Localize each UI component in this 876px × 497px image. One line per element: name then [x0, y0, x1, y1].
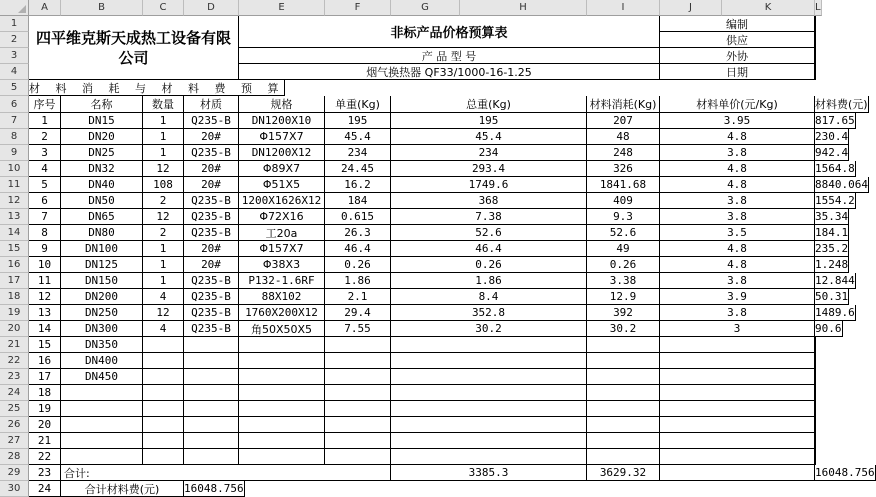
- table-cell-price[interactable]: 3.8: [660, 305, 815, 321]
- table-cell-spec[interactable]: Φ51X5: [239, 177, 325, 193]
- table-cell-mat[interactable]: 20#: [184, 129, 239, 145]
- row-header[interactable]: 13: [0, 209, 29, 225]
- table-cell-cons[interactable]: 392: [587, 305, 660, 321]
- table-cell-mat[interactable]: Q235-B: [184, 273, 239, 289]
- table-cell-tw[interactable]: [391, 337, 587, 353]
- table-cell-cons[interactable]: 326: [587, 161, 660, 177]
- table-cell-qty[interactable]: 12: [143, 209, 184, 225]
- table-cell-tw[interactable]: 1749.6: [391, 177, 587, 193]
- row-header[interactable]: 21: [0, 337, 29, 353]
- table-cell-name[interactable]: DN150: [61, 273, 143, 289]
- table-cell-spec[interactable]: 1200X1626X12: [239, 193, 325, 209]
- table-cell-cost[interactable]: 817.65: [815, 114, 855, 127]
- table-cell-name[interactable]: DN400: [61, 353, 143, 369]
- table-cell-name[interactable]: DN80: [61, 225, 143, 241]
- table-cell-cons[interactable]: [587, 417, 660, 433]
- column-header[interactable]: B: [61, 0, 143, 16]
- table-cell-mat[interactable]: Q235-B: [184, 289, 239, 305]
- table-cell-no[interactable]: 20: [29, 417, 61, 433]
- table-cell-qty[interactable]: 2: [143, 193, 184, 209]
- table-cell-mat[interactable]: [184, 385, 239, 401]
- table-cell-price[interactable]: 3.9: [660, 289, 815, 305]
- table-cell-tw[interactable]: 1.86: [391, 273, 587, 289]
- table-cell-price[interactable]: [660, 401, 815, 417]
- table-cell-name[interactable]: DN25: [61, 145, 143, 161]
- table-cell-cons[interactable]: 12.9: [587, 289, 660, 305]
- table-cell-spec[interactable]: 工20a: [239, 225, 325, 241]
- table-cell-spec[interactable]: 角50X50X5: [239, 321, 325, 337]
- row-header[interactable]: 2: [0, 32, 29, 48]
- table-cell-qty[interactable]: [143, 449, 184, 465]
- table-cell-no[interactable]: 19: [29, 401, 61, 417]
- table-cell-tw[interactable]: 293.4: [391, 161, 587, 177]
- row-header[interactable]: 12: [0, 193, 29, 209]
- total-row-number[interactable]: 23: [29, 465, 61, 481]
- table-cell-qty[interactable]: 1: [143, 129, 184, 145]
- table-cell-uw[interactable]: 46.4: [325, 241, 391, 257]
- table-cell-name[interactable]: DN300: [61, 321, 143, 337]
- table-cell-cons[interactable]: 409: [587, 193, 660, 209]
- table-cell-uw[interactable]: 234: [325, 145, 391, 161]
- table-cell-price[interactable]: 3.8: [660, 209, 815, 225]
- table-cell-tw[interactable]: 195: [391, 113, 587, 129]
- table-cell-uw[interactable]: 24.45: [325, 161, 391, 177]
- table-cell-spec[interactable]: [239, 353, 325, 369]
- table-cell-spec[interactable]: Φ38X3: [239, 257, 325, 273]
- table-cell-uw[interactable]: [325, 401, 391, 417]
- column-header[interactable]: A: [29, 0, 61, 16]
- table-cell-tw[interactable]: [391, 369, 587, 385]
- table-cell-cost[interactable]: 90.6: [815, 322, 842, 335]
- product-name[interactable]: 烟气换热器 QF33/1000-16-1.25: [239, 64, 660, 80]
- table-cell-uw[interactable]: 29.4: [325, 305, 391, 321]
- table-cell-name[interactable]: DN65: [61, 209, 143, 225]
- table-cell-no[interactable]: 17: [29, 369, 61, 385]
- table-cell-spec[interactable]: [239, 417, 325, 433]
- table-cell-mat[interactable]: [184, 449, 239, 465]
- table-cell-cons[interactable]: [587, 337, 660, 353]
- table-cell-no[interactable]: 7: [29, 209, 61, 225]
- side-value-cell[interactable]: [815, 48, 816, 64]
- table-cell-cost[interactable]: 1564.8: [815, 162, 855, 175]
- table-cell-no[interactable]: 21: [29, 433, 61, 449]
- table-cell-tw[interactable]: [391, 417, 587, 433]
- row-header[interactable]: 16: [0, 257, 29, 273]
- table-cell-cost[interactable]: [815, 369, 816, 385]
- table-cell-cost[interactable]: 235.2: [815, 242, 849, 255]
- row-header[interactable]: 24: [0, 385, 29, 401]
- total-label[interactable]: 合计:: [61, 465, 391, 481]
- column-header[interactable]: H: [460, 0, 587, 16]
- table-cell-cons[interactable]: 30.2: [587, 321, 660, 337]
- table-header[interactable]: 规格: [239, 96, 325, 113]
- table-cell-mat[interactable]: [184, 417, 239, 433]
- table-cell-spec[interactable]: Φ72X16: [239, 209, 325, 225]
- table-cell-tw[interactable]: 46.4: [391, 241, 587, 257]
- table-cell-mat[interactable]: [184, 353, 239, 369]
- table-cell-spec[interactable]: Φ157X7: [239, 241, 325, 257]
- row-header[interactable]: 28: [0, 449, 29, 465]
- table-cell-price[interactable]: 4.8: [660, 257, 815, 273]
- table-cell-tw[interactable]: 8.4: [391, 289, 587, 305]
- table-cell-cons[interactable]: 3.38: [587, 273, 660, 289]
- row-header[interactable]: 22: [0, 353, 29, 369]
- table-cell-name[interactable]: DN450: [61, 369, 143, 385]
- final-label[interactable]: 合计材料费(元): [61, 481, 184, 497]
- table-cell-tw[interactable]: 368: [391, 193, 587, 209]
- table-cell-price[interactable]: 3.5: [660, 225, 815, 241]
- table-cell-cost[interactable]: [815, 433, 816, 449]
- column-header[interactable]: J: [660, 0, 722, 16]
- table-cell-cons[interactable]: 52.6: [587, 225, 660, 241]
- table-cell-mat[interactable]: Q235-B: [184, 209, 239, 225]
- table-header[interactable]: 总重(Kg): [391, 96, 587, 113]
- table-cell-no[interactable]: 13: [29, 305, 61, 321]
- column-header[interactable]: E: [239, 0, 325, 16]
- table-cell-mat[interactable]: [184, 337, 239, 353]
- table-cell-price[interactable]: [660, 433, 815, 449]
- table-cell-mat[interactable]: Q235-B: [184, 145, 239, 161]
- column-header[interactable]: D: [184, 0, 239, 16]
- table-cell-name[interactable]: DN32: [61, 161, 143, 177]
- table-cell-spec[interactable]: [239, 369, 325, 385]
- table-cell-qty[interactable]: 1: [143, 273, 184, 289]
- table-cell-mat[interactable]: [184, 401, 239, 417]
- table-cell-tw[interactable]: 234: [391, 145, 587, 161]
- table-cell-price[interactable]: 4.8: [660, 241, 815, 257]
- table-cell-cons[interactable]: [587, 353, 660, 369]
- table-cell-name[interactable]: DN20: [61, 129, 143, 145]
- row-header[interactable]: 18: [0, 289, 29, 305]
- table-cell-no[interactable]: 2: [29, 129, 61, 145]
- table-cell-uw[interactable]: 1.86: [325, 273, 391, 289]
- row-header[interactable]: 3: [0, 48, 29, 64]
- table-cell-uw[interactable]: 7.55: [325, 321, 391, 337]
- table-cell-cost[interactable]: 1554.2: [815, 194, 855, 207]
- table-cell-cons[interactable]: 48: [587, 129, 660, 145]
- table-cell-mat[interactable]: Q235-B: [184, 193, 239, 209]
- row-header[interactable]: 11: [0, 177, 29, 193]
- table-cell-price[interactable]: 4.8: [660, 129, 815, 145]
- table-cell-cost[interactable]: [815, 449, 816, 465]
- table-cell-cost[interactable]: [815, 353, 816, 369]
- table-cell-qty[interactable]: [143, 417, 184, 433]
- table-cell-spec[interactable]: [239, 385, 325, 401]
- table-cell-cons[interactable]: 0.26: [587, 257, 660, 273]
- table-cell-name[interactable]: DN15: [61, 113, 143, 129]
- row-header[interactable]: 26: [0, 417, 29, 433]
- table-cell-uw[interactable]: [325, 385, 391, 401]
- row-header[interactable]: 19: [0, 305, 29, 321]
- side-value-cell[interactable]: [815, 16, 816, 32]
- table-cell-mat[interactable]: Q235-B: [184, 321, 239, 337]
- table-cell-name[interactable]: [61, 433, 143, 449]
- table-cell-mat[interactable]: 20#: [184, 241, 239, 257]
- side-label[interactable]: 供应: [660, 32, 815, 48]
- table-cell-cons[interactable]: [587, 385, 660, 401]
- column-header[interactable]: K: [722, 0, 815, 16]
- table-cell-no[interactable]: 11: [29, 273, 61, 289]
- total-consumption[interactable]: 3629.32: [587, 465, 660, 481]
- table-cell-no[interactable]: 18: [29, 385, 61, 401]
- table-header[interactable]: 数量: [143, 96, 184, 113]
- product-type-label[interactable]: 产 品 型 号: [239, 48, 660, 64]
- table-cell-spec[interactable]: [239, 433, 325, 449]
- table-cell-qty[interactable]: 1: [143, 145, 184, 161]
- table-cell-cost[interactable]: 1489.6: [815, 306, 855, 319]
- column-header[interactable]: F: [325, 0, 391, 16]
- table-cell-tw[interactable]: [391, 449, 587, 465]
- table-header[interactable]: 名称: [61, 96, 143, 113]
- table-cell-uw[interactable]: [325, 369, 391, 385]
- row-header[interactable]: 10: [0, 161, 29, 177]
- table-cell-price[interactable]: 3.8: [660, 145, 815, 161]
- table-cell-no[interactable]: 3: [29, 145, 61, 161]
- row-header[interactable]: 14: [0, 225, 29, 241]
- table-cell-mat[interactable]: [184, 433, 239, 449]
- table-cell-name[interactable]: DN200: [61, 289, 143, 305]
- column-header[interactable]: I: [587, 0, 660, 16]
- table-cell-cons[interactable]: [587, 369, 660, 385]
- table-cell-cost[interactable]: 230.4: [815, 130, 849, 143]
- table-cell-spec[interactable]: 88X102: [239, 289, 325, 305]
- row-header[interactable]: 29: [0, 465, 29, 481]
- table-cell-no[interactable]: 9: [29, 241, 61, 257]
- table-header[interactable]: 材料消耗(Kg): [587, 96, 660, 113]
- final-total-cost[interactable]: 16048.756: [184, 482, 244, 495]
- table-cell-uw[interactable]: [325, 417, 391, 433]
- table-cell-cons[interactable]: 9.3: [587, 209, 660, 225]
- table-cell-tw[interactable]: 0.26: [391, 257, 587, 273]
- table-cell-mat[interactable]: Q235-B: [184, 225, 239, 241]
- table-cell-cost[interactable]: 50.31: [815, 290, 849, 303]
- table-cell-name[interactable]: DN50: [61, 193, 143, 209]
- sheet-title[interactable]: 非标产品价格预算表: [239, 16, 660, 48]
- table-cell-no[interactable]: 15: [29, 337, 61, 353]
- table-cell-no[interactable]: 5: [29, 177, 61, 193]
- table-cell-name[interactable]: DN40: [61, 177, 143, 193]
- table-cell-no[interactable]: 1: [29, 113, 61, 129]
- table-cell-spec[interactable]: P132-1.6RF: [239, 273, 325, 289]
- table-cell-price[interactable]: 3.95: [660, 113, 815, 129]
- table-cell-qty[interactable]: 108: [143, 177, 184, 193]
- table-cell-price[interactable]: [660, 449, 815, 465]
- table-cell-mat[interactable]: 20#: [184, 257, 239, 273]
- row-header[interactable]: 27: [0, 433, 29, 449]
- table-cell-name[interactable]: DN350: [61, 337, 143, 353]
- table-cell-spec[interactable]: [239, 337, 325, 353]
- table-cell-qty[interactable]: 4: [143, 289, 184, 305]
- row-header[interactable]: 15: [0, 241, 29, 257]
- table-cell-spec[interactable]: Φ89X7: [239, 161, 325, 177]
- table-cell-tw[interactable]: [391, 385, 587, 401]
- row-header[interactable]: 25: [0, 401, 29, 417]
- table-cell-cost[interactable]: [815, 337, 816, 353]
- table-cell-cons[interactable]: [587, 433, 660, 449]
- side-value-cell[interactable]: [815, 64, 816, 80]
- table-cell-qty[interactable]: [143, 401, 184, 417]
- row-header[interactable]: 30: [0, 481, 29, 497]
- table-cell-qty[interactable]: 1: [143, 241, 184, 257]
- table-cell-no[interactable]: 16: [29, 353, 61, 369]
- side-label[interactable]: 编制: [660, 16, 815, 32]
- table-cell-price[interactable]: [660, 337, 815, 353]
- table-cell-qty[interactable]: 12: [143, 305, 184, 321]
- table-cell-uw[interactable]: 184: [325, 193, 391, 209]
- table-cell-no[interactable]: 8: [29, 225, 61, 241]
- table-cell-spec[interactable]: DN1200X10: [239, 113, 325, 129]
- table-cell-no[interactable]: 22: [29, 449, 61, 465]
- row-header[interactable]: 23: [0, 369, 29, 385]
- table-cell-cost[interactable]: [815, 385, 816, 401]
- table-cell-tw[interactable]: 30.2: [391, 321, 587, 337]
- table-cell-qty[interactable]: 1: [143, 257, 184, 273]
- table-cell-uw[interactable]: [325, 337, 391, 353]
- table-cell-name[interactable]: [61, 449, 143, 465]
- table-cell-tw[interactable]: 45.4: [391, 129, 587, 145]
- table-cell-mat[interactable]: [184, 369, 239, 385]
- table-header[interactable]: 材质: [184, 96, 239, 113]
- table-cell-price[interactable]: [660, 417, 815, 433]
- total-cost[interactable]: 16048.756: [815, 466, 875, 479]
- table-cell-price[interactable]: [660, 353, 815, 369]
- table-cell-qty[interactable]: [143, 337, 184, 353]
- table-cell-cons[interactable]: 49: [587, 241, 660, 257]
- table-cell-no[interactable]: 6: [29, 193, 61, 209]
- row-header[interactable]: 5: [0, 80, 29, 96]
- table-cell-cost[interactable]: [815, 401, 816, 417]
- table-cell-cons[interactable]: [587, 449, 660, 465]
- table-cell-price[interactable]: 4.8: [660, 161, 815, 177]
- section-title[interactable]: 材 料 消 耗 与 材 料 费 预 算: [29, 81, 285, 95]
- table-cell-qty[interactable]: 2: [143, 225, 184, 241]
- table-cell-tw[interactable]: 7.38: [391, 209, 587, 225]
- table-cell-uw[interactable]: 0.615: [325, 209, 391, 225]
- table-cell-price[interactable]: [660, 385, 815, 401]
- table-cell-no[interactable]: 14: [29, 321, 61, 337]
- table-cell-cons[interactable]: [587, 401, 660, 417]
- table-cell-no[interactable]: 12: [29, 289, 61, 305]
- table-header[interactable]: 序号: [29, 96, 61, 113]
- table-cell-uw[interactable]: [325, 449, 391, 465]
- row-header[interactable]: 6: [0, 96, 29, 113]
- side-label[interactable]: 日期: [660, 64, 815, 80]
- column-header[interactable]: L: [815, 0, 822, 16]
- table-cell-tw[interactable]: 352.8: [391, 305, 587, 321]
- table-cell-mat[interactable]: 20#: [184, 177, 239, 193]
- table-cell-spec[interactable]: 1760X200X12: [239, 305, 325, 321]
- side-label[interactable]: 外协: [660, 48, 815, 64]
- table-header[interactable]: 材料费(元): [815, 98, 868, 111]
- row-header[interactable]: 17: [0, 273, 29, 289]
- row-header[interactable]: 7: [0, 113, 29, 129]
- table-cell-uw[interactable]: 16.2: [325, 177, 391, 193]
- table-cell-cost[interactable]: 1.248: [815, 258, 849, 271]
- table-cell-qty[interactable]: [143, 385, 184, 401]
- table-cell-price[interactable]: [660, 369, 815, 385]
- table-cell-price[interactable]: 4.8: [660, 177, 815, 193]
- table-cell-spec[interactable]: DN1200X12: [239, 145, 325, 161]
- table-cell-cost[interactable]: 12.844: [815, 274, 855, 287]
- company-name[interactable]: 四平维克斯天成热工设备有限公司: [29, 16, 239, 80]
- table-cell-mat[interactable]: Q235-B: [184, 305, 239, 321]
- table-cell-cost[interactable]: [815, 417, 816, 433]
- table-cell-mat[interactable]: 20#: [184, 161, 239, 177]
- table-cell-name[interactable]: [61, 417, 143, 433]
- table-cell-uw[interactable]: 0.26: [325, 257, 391, 273]
- table-cell-cons[interactable]: 1841.68: [587, 177, 660, 193]
- table-cell-name[interactable]: [61, 385, 143, 401]
- table-cell-tw[interactable]: [391, 433, 587, 449]
- table-cell-uw[interactable]: [325, 433, 391, 449]
- table-cell-tw[interactable]: 52.6: [391, 225, 587, 241]
- table-cell-name[interactable]: DN125: [61, 257, 143, 273]
- table-cell-uw[interactable]: 2.1: [325, 289, 391, 305]
- total-price-empty[interactable]: [660, 465, 815, 481]
- row-header[interactable]: 4: [0, 64, 29, 80]
- table-cell-uw[interactable]: 195: [325, 113, 391, 129]
- table-cell-price[interactable]: 3: [660, 321, 815, 337]
- table-cell-name[interactable]: DN250: [61, 305, 143, 321]
- table-cell-mat[interactable]: Q235-B: [184, 113, 239, 129]
- row-header[interactable]: 1: [0, 16, 29, 32]
- table-cell-no[interactable]: 4: [29, 161, 61, 177]
- table-cell-qty[interactable]: [143, 353, 184, 369]
- final-row-number[interactable]: 24: [29, 481, 61, 497]
- select-all-corner[interactable]: [0, 0, 29, 16]
- table-cell-cons[interactable]: 248: [587, 145, 660, 161]
- table-cell-qty[interactable]: 12: [143, 161, 184, 177]
- table-cell-price[interactable]: 3.8: [660, 273, 815, 289]
- table-cell-spec[interactable]: Φ157X7: [239, 129, 325, 145]
- table-cell-qty[interactable]: 4: [143, 321, 184, 337]
- table-cell-name[interactable]: DN100: [61, 241, 143, 257]
- table-cell-cost[interactable]: 35.34: [815, 210, 849, 223]
- column-header[interactable]: C: [143, 0, 184, 16]
- row-header[interactable]: 8: [0, 129, 29, 145]
- side-value-cell[interactable]: [815, 32, 816, 48]
- table-cell-cons[interactable]: 207: [587, 113, 660, 129]
- table-cell-cost[interactable]: 8840.064: [815, 178, 868, 191]
- table-cell-spec[interactable]: [239, 449, 325, 465]
- table-header[interactable]: 单重(Kg): [325, 96, 391, 113]
- table-cell-qty[interactable]: [143, 433, 184, 449]
- total-weight[interactable]: 3385.3: [391, 465, 587, 481]
- table-cell-uw[interactable]: 45.4: [325, 129, 391, 145]
- table-cell-cost[interactable]: 184.1: [815, 226, 849, 239]
- row-header[interactable]: 20: [0, 321, 29, 337]
- table-cell-spec[interactable]: [239, 401, 325, 417]
- table-cell-name[interactable]: [61, 401, 143, 417]
- table-cell-cost[interactable]: 942.4: [815, 146, 849, 159]
- table-cell-qty[interactable]: [143, 369, 184, 385]
- table-cell-tw[interactable]: [391, 353, 587, 369]
- table-cell-price[interactable]: 3.8: [660, 193, 815, 209]
- row-header[interactable]: 9: [0, 145, 29, 161]
- table-cell-tw[interactable]: [391, 401, 587, 417]
- table-cell-qty[interactable]: 1: [143, 113, 184, 129]
- table-header[interactable]: 材料单价(元/Kg): [660, 96, 815, 113]
- column-header[interactable]: G: [391, 0, 460, 16]
- table-cell-no[interactable]: 10: [29, 257, 61, 273]
- table-cell-uw[interactable]: 26.3: [325, 225, 391, 241]
- table-cell-uw[interactable]: [325, 353, 391, 369]
